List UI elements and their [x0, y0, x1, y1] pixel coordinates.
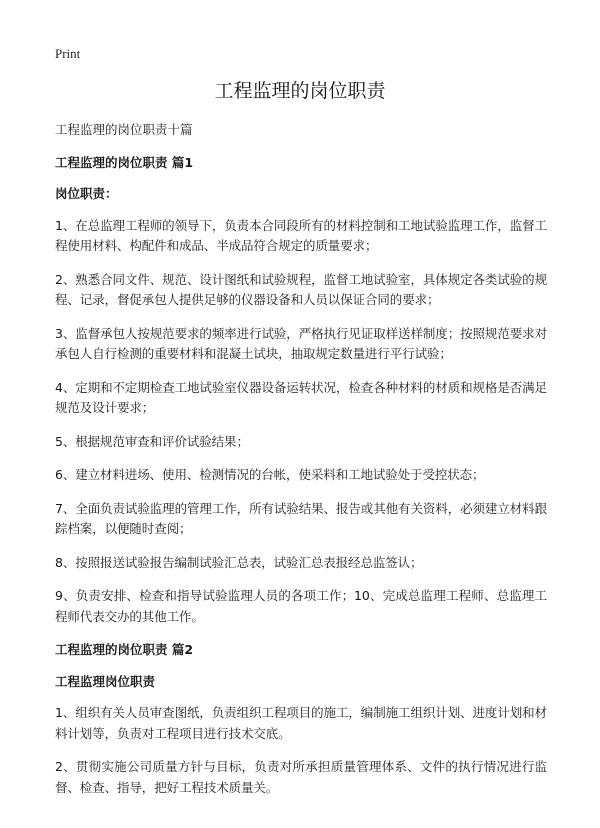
section-heading: 工程监理的岗位职责 篇2 — [55, 642, 194, 657]
paragraph: 5、根据规范审查和评价试验结果； — [55, 433, 249, 449]
paragraph: 3、监督承包人按规范要求的频率进行试验，严格执行见证取样送样制度；按照规范要求对承包人自行检测的重要材料和混凝土试块，抽取规定数量进行平行试验； — [55, 325, 547, 361]
document-subtitle: 工程监理的岗位职责十篇 — [55, 122, 193, 137]
section-1 — [55, 153, 547, 628]
paragraph: 1、组织有关人员审查图纸，负责组织工程项目的施工，编制施工组织计划、进度计划和材料计划等，负责对工程项目进行技术交底。 — [55, 705, 547, 741]
section-2 — [55, 640, 547, 798]
paragraph: 6、建立材料进场、使用、检测情况的台帐，使采料和工地试验处于受控状态； — [55, 467, 485, 482]
paragraph: 9、负责安排、检查和指导试验监理人员的各项工作；10、完成总监理工程师、总监理工程师代表交办的其他工作。 — [55, 588, 547, 624]
print-link[interactable]: Print — [55, 46, 81, 61]
section-subheading: 工程监理岗位职责 — [55, 673, 156, 689]
paragraph: 8、按照报送试验报告编制试验汇总表，试验汇总表报经总监签认； — [55, 554, 423, 570]
section-heading: 工程监理的岗位职责 篇1 — [55, 154, 194, 170]
paragraph: 2、贯彻实施公司质量方针与目标，负责对所承担质量管理体系、文件的执行情况进行监督、检查、指导，把好工程技术质量关。 — [55, 759, 547, 795]
section-subheading: 岗位职责： — [55, 186, 118, 201]
paragraph: 1、在总监理工程师的领导下，负责本合同段所有的材料控制和工地试验监理工作，监督工程使用材料、构配件和成品、半成品符合规定的质量要求； — [55, 217, 547, 253]
paragraph: 2、熟悉合同文件、规范、设计图纸和试验规程，监督工地试验室，具体规定各类试验的规程、记录，督促承包人提供足够的仪器设备和人员以保证合同的要求； — [55, 271, 547, 307]
paragraph: 7、全面负责试验监理的管理工作，所有试验结果、报告或其他有关资料，必须建立材料跟踪档案，以便随时查阅； — [55, 500, 547, 536]
document-body — [55, 120, 547, 811]
paragraph: 4、定期和不定期检查工地试验室仪器设备运转状况，检查各种材料的材质和规格是否满足规范及设计要求； — [55, 379, 547, 415]
document-title: 工程监理的岗位职责 — [214, 80, 386, 102]
